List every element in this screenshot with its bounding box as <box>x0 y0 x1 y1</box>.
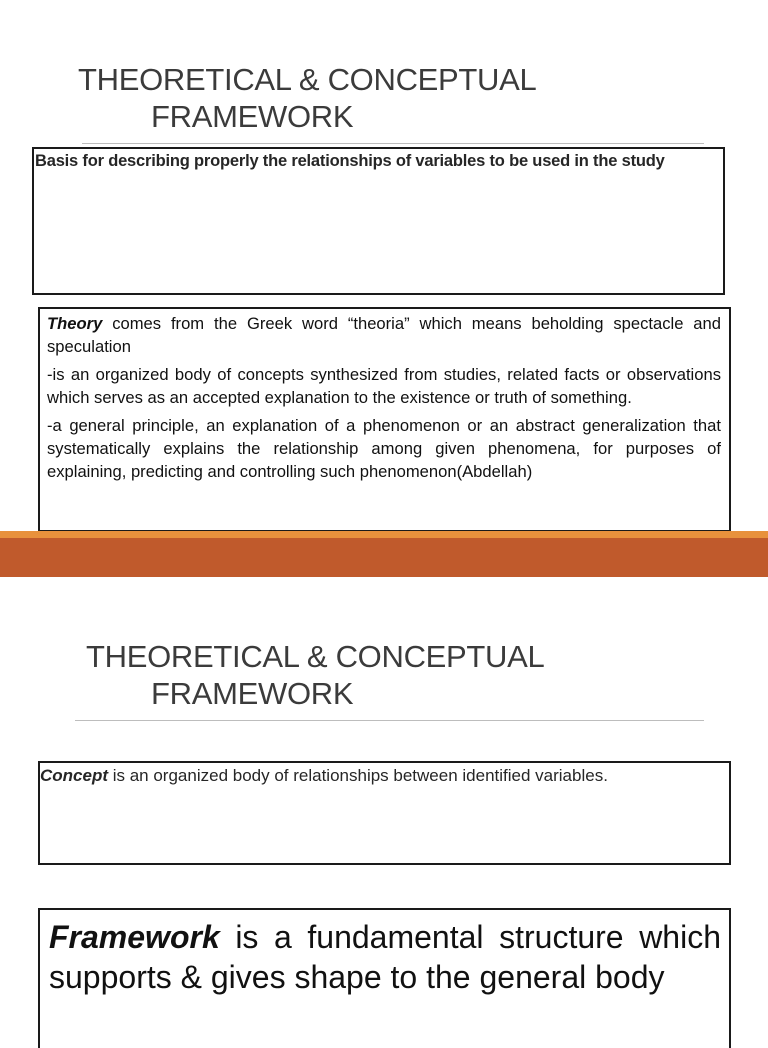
theory-point-1: -is an organized body of concepts synthesized from studies, related facts or observations which serves as an accepted explanation to the existence or truth of something. <box>47 365 721 407</box>
basis-box <box>32 147 725 295</box>
framework-box <box>38 908 731 1048</box>
title-line-1: THEORETICAL & CONCEPTUAL <box>78 62 537 97</box>
greek-word: theoria <box>353 314 405 333</box>
framework-term: Framework <box>49 919 220 955</box>
theory-point-2: -a general principle, an explanation of a phenomenon or an abstract generalization that systematically explains the relationship among given phenomena, for purposes of explaining, predicting and controlling such phenomenon(Abdellah) <box>47 416 721 481</box>
slide-divider-accent <box>0 531 768 538</box>
theory-box <box>38 307 731 532</box>
title-line-2: FRAMEWORK <box>151 676 354 711</box>
framework-definition <box>49 917 721 997</box>
title-line-2: FRAMEWORK <box>151 99 354 134</box>
theory-definition <box>47 312 721 358</box>
concept-box <box>38 761 731 865</box>
theory-intro-a: comes from the Greek word “ <box>102 314 354 333</box>
framework-text: is a fundamental structure which supports & gives shape to the general body <box>49 919 721 995</box>
concept-term: Concept <box>40 766 108 785</box>
slide-title <box>86 638 544 712</box>
title-underline <box>75 720 704 721</box>
title-line-1: THEORETICAL & CONCEPTUAL <box>86 639 545 674</box>
theory-intro-b: ” which means beholding spectacle and speculation <box>47 314 721 356</box>
title-underline <box>82 143 704 144</box>
concept-text: is an organized body of relationships between identified variables. <box>108 766 608 785</box>
slide-divider <box>0 531 768 577</box>
slide-concept-framework <box>0 577 768 1024</box>
theory-term: Theory <box>47 314 103 333</box>
slide-title <box>78 61 536 135</box>
basis-text: Basis for describing properly the relationships of variables to be used in the study <box>35 152 665 170</box>
concept-definition <box>40 764 728 788</box>
